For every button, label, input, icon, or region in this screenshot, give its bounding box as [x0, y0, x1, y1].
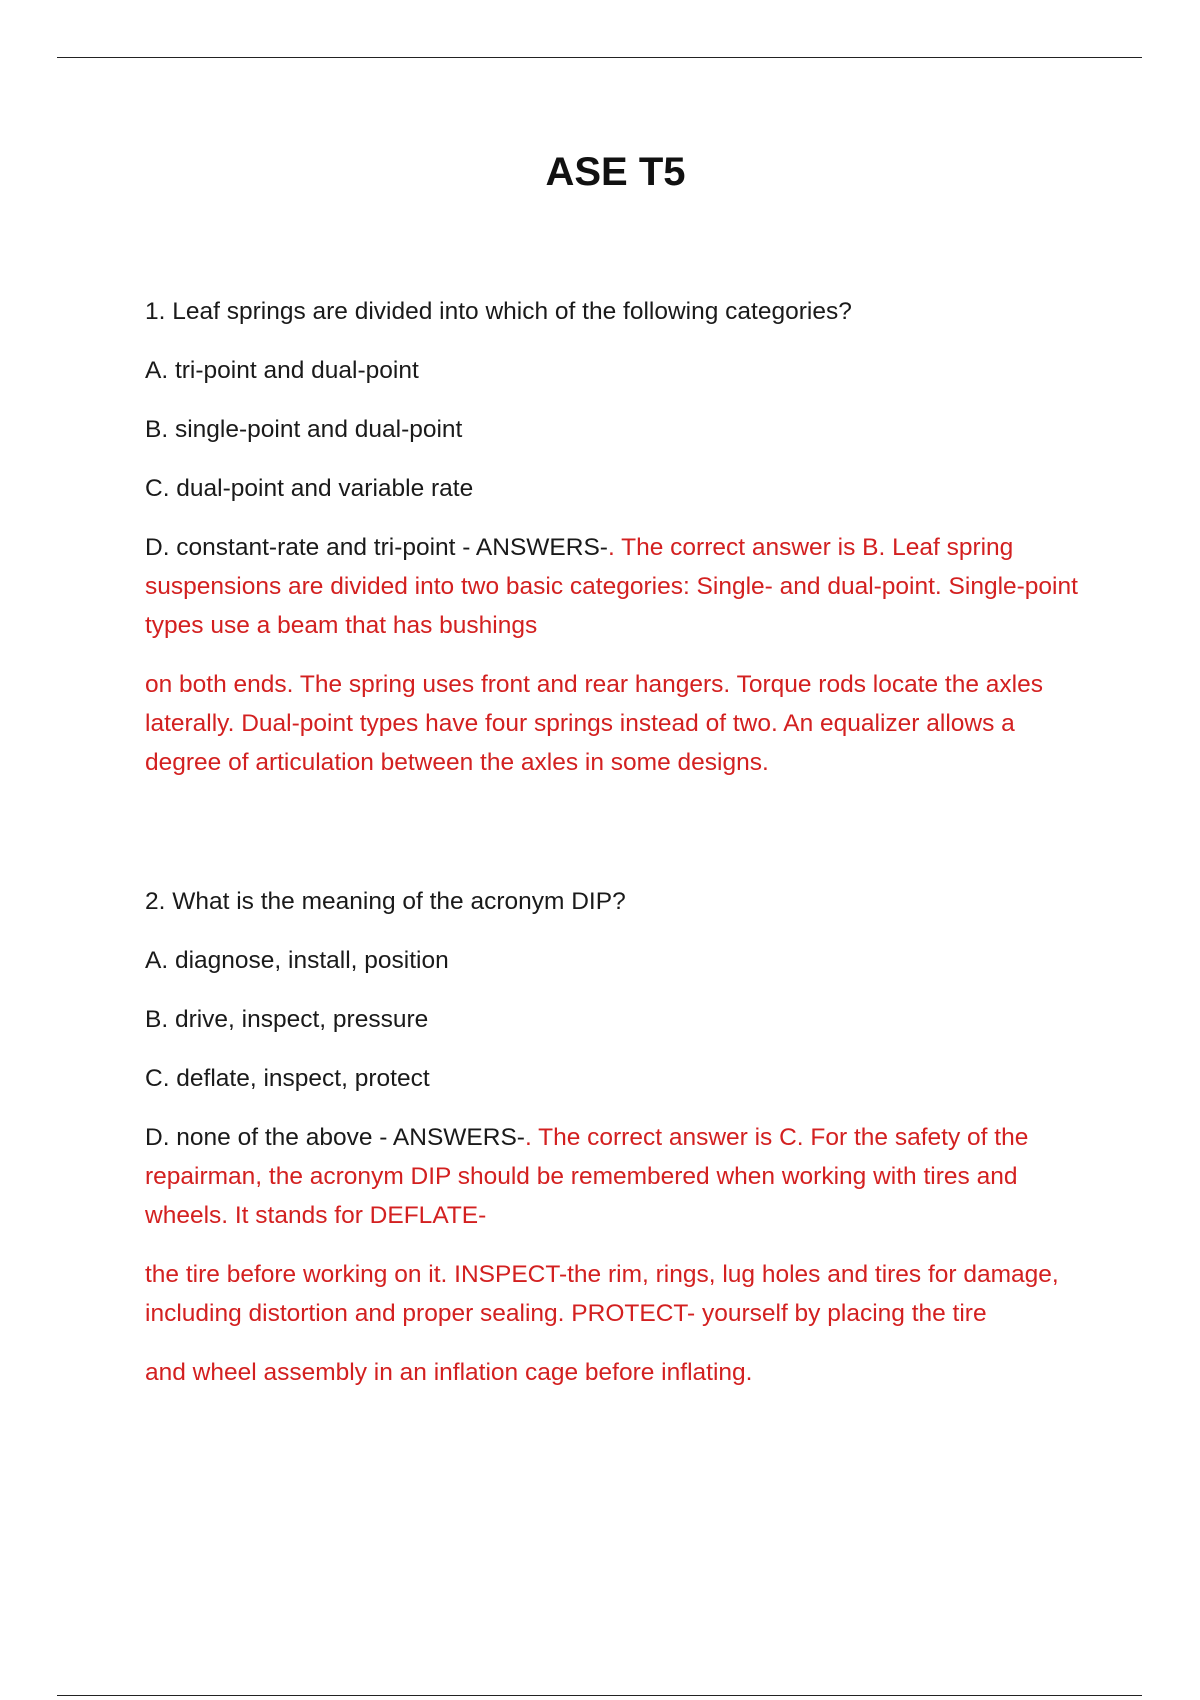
question-2-answer-start: . The correct answer is C. For the safety of the repairman, the acronym DIP should be remembered when working with tires and wheels. It stands for DEFLATE- [145, 1124, 1029, 1229]
question-2-answer-continued-2: and wheel assembly in an inflation cage before inflating. [145, 1359, 753, 1386]
question-1-option-c: C. dual-point and variable rate [145, 475, 474, 502]
top-rule [57, 57, 1142, 58]
question-2-option-d: D. none of the above [145, 1124, 373, 1151]
bottom-rule [57, 1695, 1142, 1696]
question-1-option-d-with-answer [145, 528, 1090, 645]
question-2-option-b: B. drive, inspect, pressure [145, 1006, 429, 1033]
question-1-option-b: B. single-point and dual-point [145, 416, 463, 443]
section-spacer [145, 802, 1090, 882]
question-2-option-d-with-answer [145, 1118, 1090, 1235]
document-title: ASE T5 [545, 150, 686, 194]
question-2-option-a: A. diagnose, install, position [145, 947, 449, 974]
question-1-answer-continued: on both ends. The spring uses front and rear hangers. Torque rods locate the axles laterally. Dual-point types have four springs instead of two. An equalizer allows a degree of articulation between the axles in some designs. [145, 671, 1043, 776]
question-1-text: 1. Leaf springs are divided into which of the following categories? [145, 298, 852, 325]
question-block-1 [145, 292, 1090, 782]
question-2-option-c: C. deflate, inspect, protect [145, 1065, 430, 1092]
question-1-option-a: A. tri-point and dual-point [145, 357, 419, 384]
question-2-text: 2. What is the meaning of the acronym DIP? [145, 888, 626, 915]
question-2-answer-marker: - ANSWERS- [372, 1124, 525, 1151]
question-1-answer-start: . The correct answer is B. Leaf spring suspensions are divided into two basic categories: Single- and dual-point. Single-point types use a beam that has bushings [145, 534, 1078, 639]
question-2-answer-continued-1: the tire before working on it. INSPECT-the rim, rings, lug holes and tires for damage, including distortion and proper sealing. PROTECT- yourself by placing the tire [145, 1261, 1059, 1327]
question-1-option-d: D. constant-rate and tri-point [145, 534, 456, 561]
question-1-answer-marker: - ANSWERS- [455, 534, 608, 561]
question-block-2 [145, 882, 1090, 1392]
document-body [145, 292, 1090, 1412]
